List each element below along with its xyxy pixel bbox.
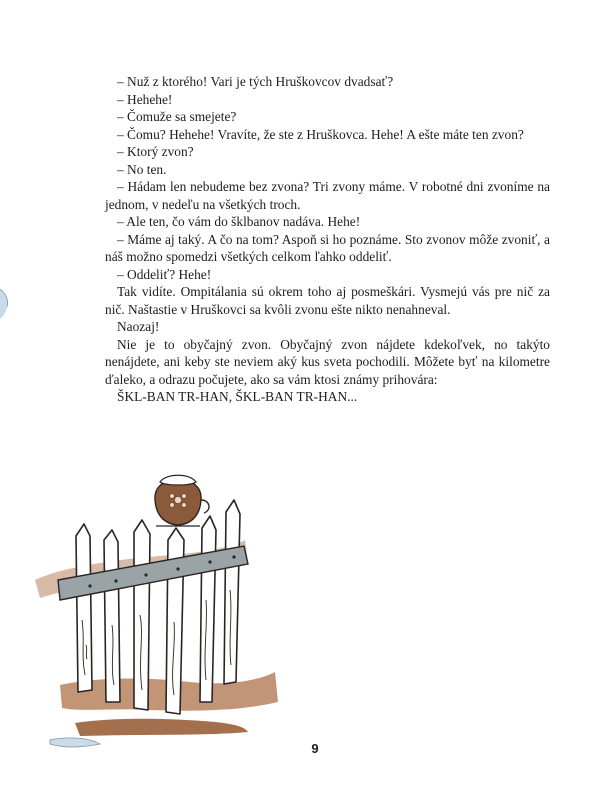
narration-paragraph: Tak vidíte. Ompitálania sú okrem toho aj posmeškári. Vysmejú vás pre nič za nič. Naštastie v Hruškovci sa kvôli zvonu ešte nikto nenahneval. xyxy=(105,284,550,317)
dialogue-line: – Čomu? Hehehe! Vravíte, že ste z Hruškovca. Hehe! A ešte máte ten zvon? xyxy=(117,126,524,142)
dialogue-line: – Ktorý zvon? xyxy=(117,144,194,159)
dialogue-line: – Hehehe! xyxy=(117,91,173,107)
story-text xyxy=(105,73,550,406)
clay-pot-on-post xyxy=(155,475,209,526)
dialogue-line: – Máme aj taký. A čo na tom? Aspoň si ho poznáme. Sto zvonov môže zvoniť, a náš možno spomedzi všetkých celkom ľahko oddeliť. xyxy=(105,231,550,264)
narration-paragraph: Nie je to obyčajný zvon. Obyčajný zvon nájdete kdekoľvek, no takýto nenájdete, ani keby ste neviem aký kus sveta pochodili. Môžete byť na kilometre ďaleko, a odrazu počujete, ako sa vám ktosi známy prihovára: xyxy=(105,336,550,387)
dialogue-line: – Hádam len nebudeme bez zvona? Tri zvony máme. V robotné dni zvoníme na jednom, v nedeľu na všetkých troch. xyxy=(105,179,550,212)
narration-paragraph: Naozaj! xyxy=(117,319,160,334)
dialogue-line: – Oddeliť? Hehe! xyxy=(117,266,212,282)
dialogue-line: – Ale ten, čo vám do šklbanov nadáva. Hehe! xyxy=(117,214,361,229)
page-number: 9 xyxy=(311,741,319,756)
dialogue-line: – Čomuže sa smejete? xyxy=(117,109,237,124)
page-edge-illustration-fragment xyxy=(0,283,14,323)
fence-with-pot-illustration xyxy=(30,440,290,760)
dialogue-line: – Nuž z ktorého! Vari je tých Hruškovcov dvadsať? xyxy=(117,74,394,89)
bell-sound-line: ŠKL-BAN TR-HAN, ŠKL-BAN TR-HAN... xyxy=(117,389,358,404)
dialogue-line: – No ten. xyxy=(117,161,167,177)
